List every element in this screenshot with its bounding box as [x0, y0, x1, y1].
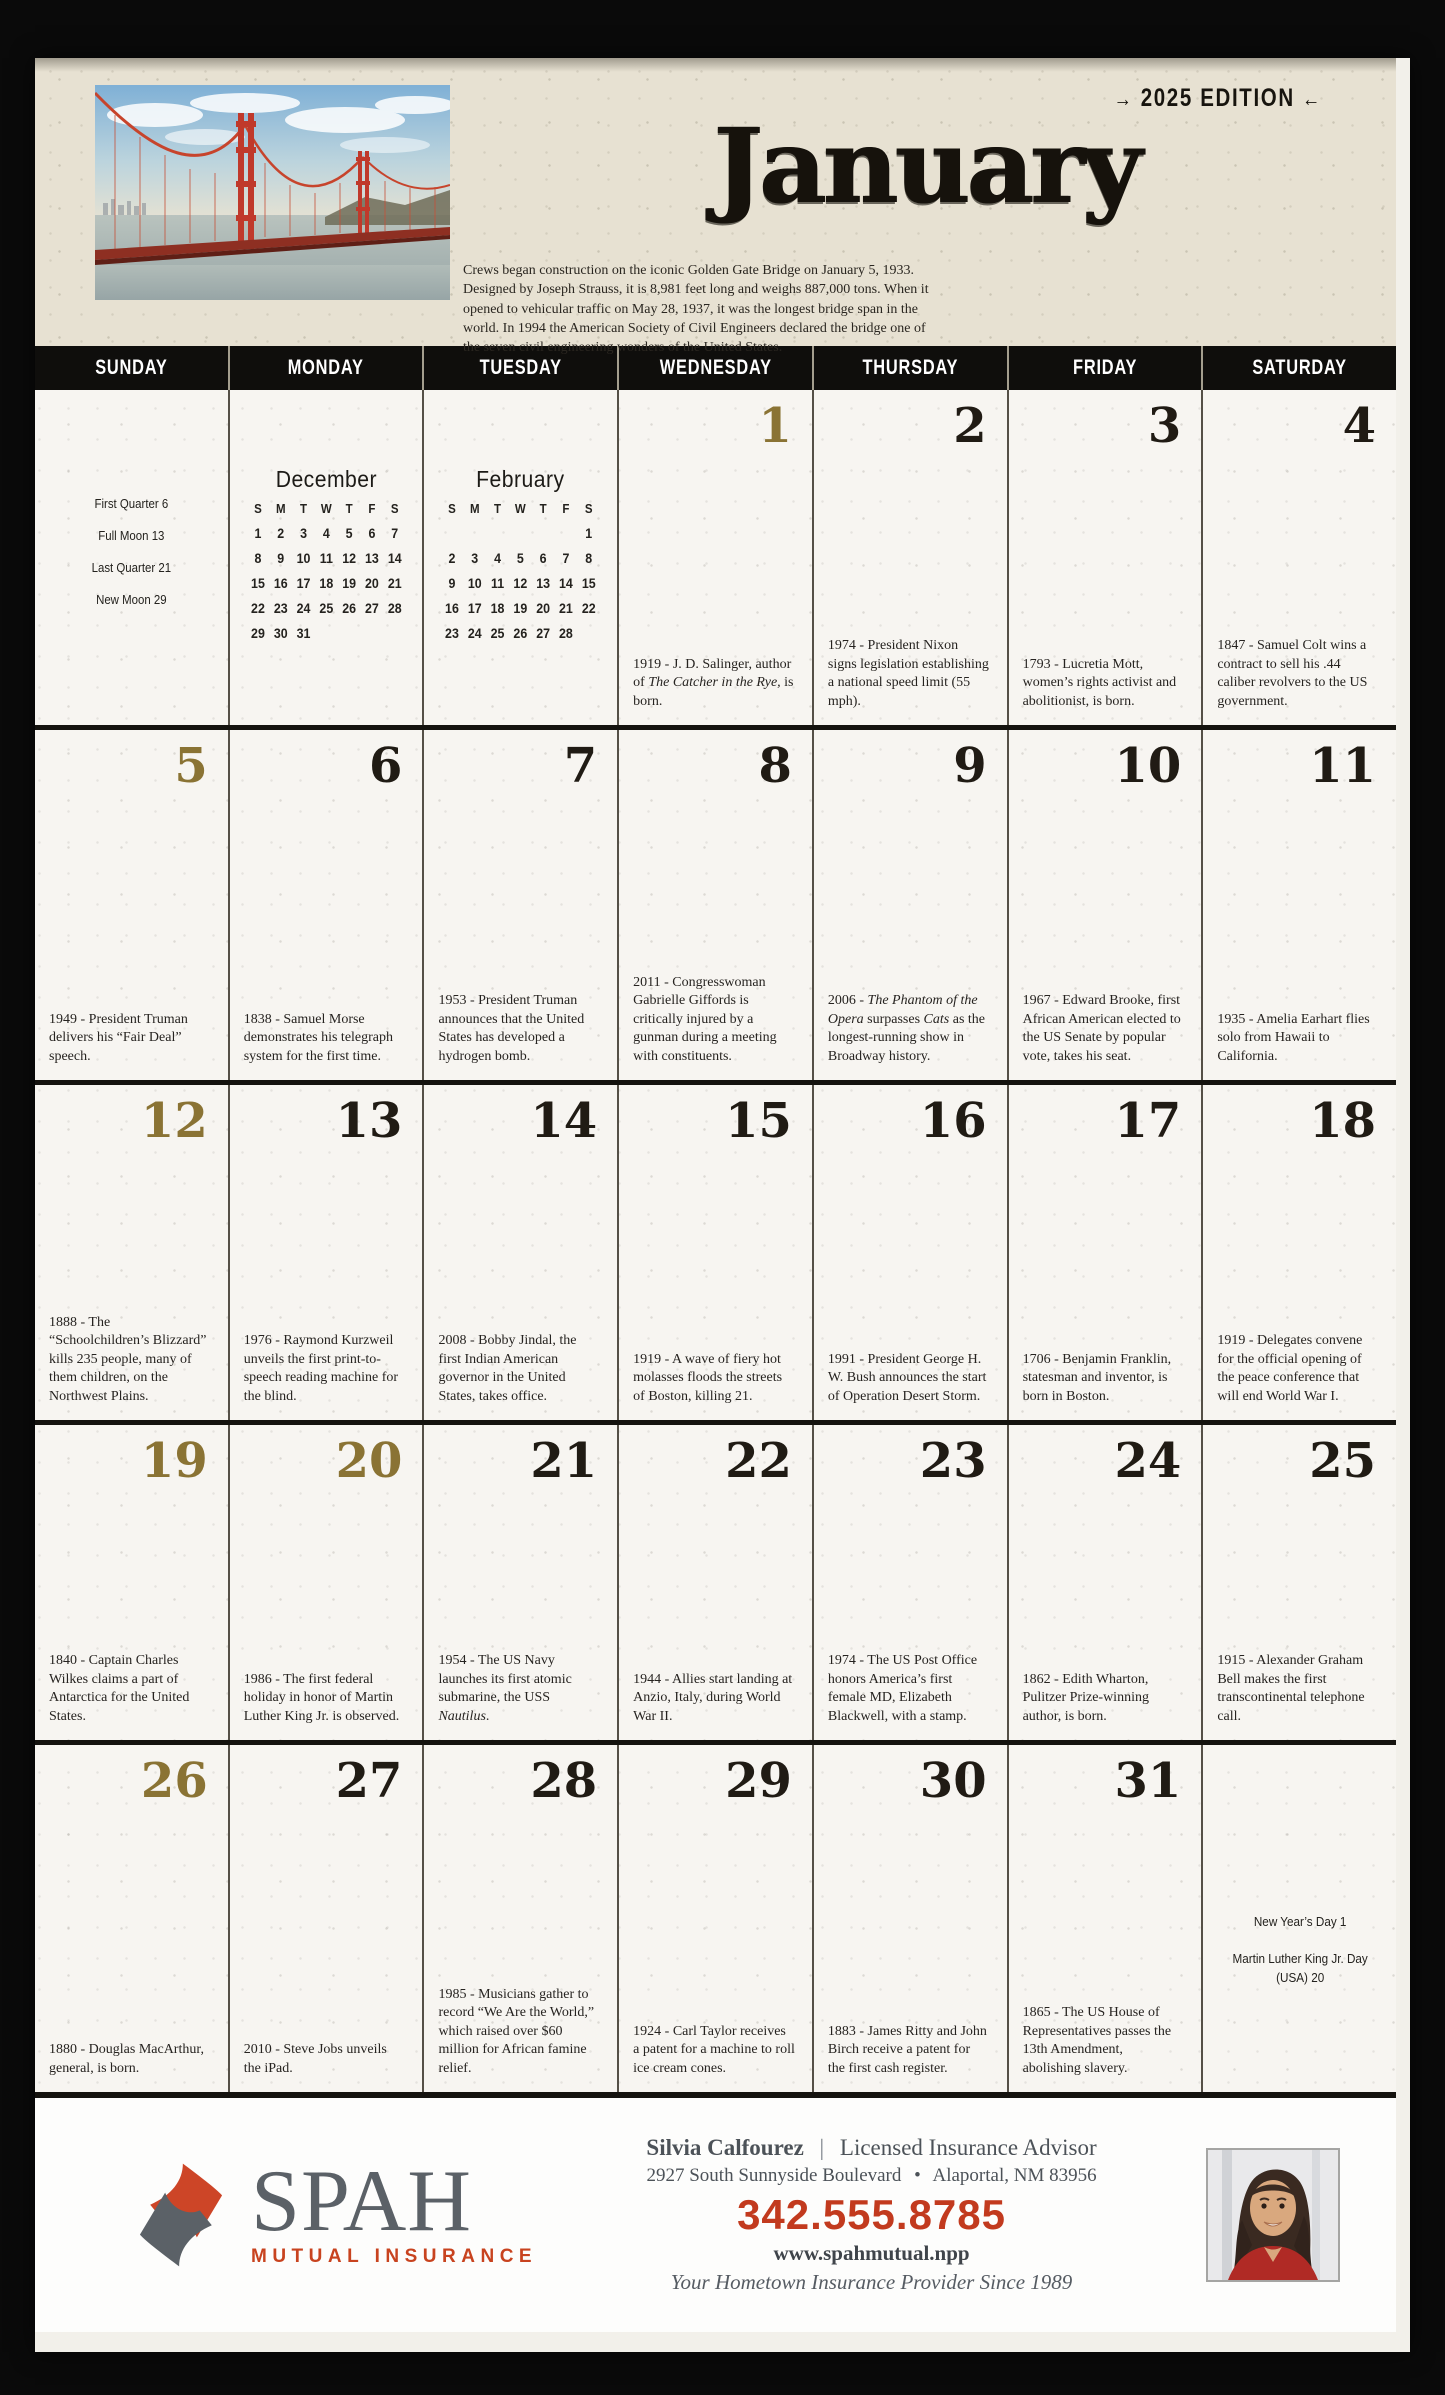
- day-cell-9: [814, 730, 1009, 1080]
- moon-phases-cell: [35, 390, 230, 725]
- mini-day: 4: [322, 526, 330, 541]
- advisor-name: Silvia Calfourez: [646, 2135, 804, 2160]
- mini-day: [532, 526, 555, 541]
- mini-day: 24: [468, 626, 483, 641]
- mini-day: [509, 526, 532, 541]
- mini-day: 17: [296, 576, 311, 591]
- day-cell-19: [35, 1425, 230, 1740]
- mini-month-grid: [441, 502, 601, 641]
- day-7-fact: 1953 - President Truman announces that the United States has developed a hydrogen bomb.: [438, 993, 585, 1064]
- mini-day: 22: [250, 601, 265, 616]
- moon-phase: Full Moon 13: [98, 528, 165, 543]
- day-14-fact: 2008 - Bobby Jindal, the first Indian American governor in the United States, takes office.: [438, 1333, 577, 1404]
- mini-day: 25: [319, 601, 333, 616]
- mini-day: 14: [387, 551, 402, 566]
- mini-day: 22: [582, 601, 597, 616]
- mini-day: [383, 626, 406, 641]
- weekday-label: FRIDAY: [1072, 356, 1138, 379]
- mini-day: 15: [250, 576, 265, 591]
- mini-day: 5: [345, 526, 353, 541]
- mini-day: 1: [254, 526, 262, 541]
- day-13-fact: 1976 - Raymond Kurzweil unveils the first print-to-speech reading machine for the blind.: [243, 1333, 399, 1404]
- day-cell-22: [619, 1425, 814, 1740]
- mini-day: [337, 626, 360, 641]
- calendar-header: [35, 58, 1396, 356]
- day-cell-2: [814, 390, 1009, 725]
- day-17-number: 17: [1114, 1093, 1182, 1149]
- mini-day: [555, 526, 578, 541]
- day-16-fact: 1991 - President George H. W. Bush announces the start of Operation Desert Storm.: [827, 1351, 987, 1404]
- day-3-number: 3: [1147, 398, 1182, 454]
- day-11-number: 11: [1309, 738, 1377, 794]
- day-25-fact: 1915 - Alexander Graham Bell makes the first transcontinental telephone call.: [1217, 1653, 1365, 1724]
- mini-day: [487, 526, 510, 541]
- mini-day: 2: [277, 526, 284, 541]
- day-cell-25: [1203, 1425, 1396, 1740]
- city-state-zip: Alaportal, NM 83956: [932, 2165, 1097, 2186]
- day-cell-31: [1009, 1745, 1204, 2092]
- day-cell-11: [1203, 730, 1396, 1080]
- day-29-fact: 1924 - Carl Taylor receives a patent for a machine to roll ice cream cones.: [633, 2023, 795, 2076]
- mini-day: 11: [319, 551, 333, 566]
- golden-gate-bridge-photo: [95, 85, 450, 300]
- mini-day: 7: [390, 526, 398, 541]
- mini-day: 12: [513, 576, 528, 591]
- day-cell-30: [814, 1745, 1009, 2092]
- day-30-fact: 1883 - James Ritty and John Birch receive a patent for the first cash register.: [827, 2023, 987, 2076]
- mini-day: 3: [471, 551, 479, 566]
- month-title: January: [712, 106, 1139, 227]
- mini-day: 26: [513, 626, 528, 641]
- mini-day: 9: [448, 576, 456, 591]
- holiday-note: Martin Luther King Jr. Day (USA) 20: [1232, 1950, 1368, 1985]
- day-8-fact: 2011 - Congresswoman Gabrielle Giffords is critically injured by a gunman during a meeting with constituents.: [633, 974, 777, 1064]
- weekday-label: WEDNESDAY: [659, 356, 772, 379]
- mini-day: 29: [250, 626, 265, 641]
- mini-day: 8: [585, 551, 593, 566]
- weekday-label: THURSDAY: [862, 356, 959, 379]
- day-23-number: 23: [919, 1433, 987, 1489]
- address-bullet: •: [914, 2165, 921, 2186]
- weekday-label: SUNDAY: [95, 356, 168, 379]
- mini-day: 1: [585, 526, 593, 541]
- mini-day: 5: [517, 551, 525, 566]
- brand-name: SPAH: [251, 2152, 472, 2250]
- mini-weekday-letter: M: [275, 502, 286, 516]
- calendar-grid: [35, 390, 1396, 2092]
- mini-day: 21: [387, 576, 402, 591]
- name-title-separator: |: [819, 2135, 825, 2160]
- day-20-number: 20: [335, 1433, 403, 1489]
- day-31-number: 31: [1114, 1753, 1182, 1809]
- day-16-number: 16: [919, 1093, 987, 1149]
- mini-day: 26: [341, 601, 356, 616]
- header-right-block: [455, 58, 1396, 356]
- mini-day: 2: [448, 551, 456, 566]
- day-12-fact: 1888 - The “Schoolchildren’s Blizzard” kills 235 people, many of them children, on the Northwest Plains.: [49, 1314, 207, 1404]
- mini-calendar-december: [230, 390, 425, 725]
- mini-day: 11: [491, 576, 505, 591]
- mini-day: 17: [468, 601, 483, 616]
- mini-day: 8: [254, 551, 262, 566]
- day-cell-17: [1009, 1085, 1204, 1420]
- day-23-fact: 1974 - The US Post Office honors America’s first female MD, Elizabeth Blackwell, with a stamp.: [827, 1653, 978, 1724]
- day-cell-23: [814, 1425, 1009, 1740]
- edition-banner: [455, 58, 1396, 113]
- day-4-number: 4: [1342, 398, 1377, 454]
- day-21-number: 21: [530, 1433, 598, 1489]
- mini-weekday-letter: W: [320, 502, 332, 516]
- day-14-number: 14: [530, 1093, 598, 1149]
- day-cell-7: [424, 730, 619, 1080]
- website-url: www.spahmutual.npp: [773, 2241, 970, 2265]
- day-22-fact: 1944 - Allies start landing at Anzio, Italy, during World War II.: [633, 1671, 793, 1724]
- weekday-header-sunday: [35, 346, 230, 390]
- day-6-number: 6: [369, 738, 403, 794]
- day-cell-12: [35, 1085, 230, 1420]
- day-cell-20: [230, 1425, 425, 1740]
- mini-day: 15: [582, 576, 597, 591]
- spah-logo: [125, 2152, 538, 2271]
- mini-day: 4: [494, 551, 502, 566]
- calendar-week-row: [35, 390, 1396, 725]
- mini-day: 16: [273, 576, 288, 591]
- advisor-name-line: [547, 2135, 1196, 2161]
- mini-day: 16: [445, 601, 460, 616]
- day-1-fact: 1919 - J. D. Salinger, author of The Catcher in the Rye, is born.: [633, 656, 794, 709]
- mini-day: 24: [296, 601, 311, 616]
- mini-day: 30: [273, 626, 288, 641]
- day-5-fact: 1949 - President Truman delivers his “Fair Deal” speech.: [49, 1011, 188, 1064]
- day-27-number: 27: [335, 1753, 403, 1809]
- mini-weekday-letter: F: [562, 502, 570, 516]
- mini-day: 19: [513, 601, 528, 616]
- day-cell-13: [230, 1085, 425, 1420]
- day-21-fact: 1954 - The US Navy launches its first atomic submarine, the USS Nautilus.: [438, 1653, 572, 1724]
- mini-day: 27: [364, 601, 379, 616]
- day-11-fact: 1935 - Amelia Earhart flies solo from Hawaii to California.: [1217, 1011, 1370, 1064]
- mini-day: [360, 626, 383, 641]
- mini-day: 10: [296, 551, 311, 566]
- mini-day: 28: [387, 601, 402, 616]
- mini-month-title: December: [275, 466, 377, 492]
- day-cell-5: [35, 730, 230, 1080]
- day-28-number: 28: [530, 1753, 598, 1809]
- weekday-header-monday: [230, 346, 425, 390]
- weekday-label: SATURDAY: [1252, 356, 1347, 379]
- mini-weekday-letter: T: [299, 502, 307, 516]
- day-cell-26: [35, 1745, 230, 2092]
- day-26-number: 26: [140, 1753, 208, 1809]
- mini-day: 20: [536, 601, 551, 616]
- moon-phase: First Quarter 6: [94, 496, 169, 511]
- calendar-week-row: [35, 725, 1396, 1080]
- mini-day: 13: [536, 576, 551, 591]
- day-12-number: 12: [140, 1093, 208, 1149]
- day-cell-16: [814, 1085, 1009, 1420]
- mini-calendar-february: [424, 390, 619, 725]
- day-6-fact: 1838 - Samuel Morse demonstrates his telegraph system for the first time.: [243, 1011, 394, 1064]
- day-2-number: 2: [953, 398, 987, 454]
- day-cell-27: [230, 1745, 425, 2092]
- mini-day: 18: [319, 576, 333, 591]
- mini-weekday-letter: S: [253, 502, 262, 516]
- day-1-number: 1: [758, 398, 792, 454]
- mini-weekday-letter: S: [390, 502, 399, 516]
- mini-month: [237, 390, 414, 641]
- mini-day: 7: [562, 551, 570, 566]
- day-25-number: 25: [1309, 1433, 1377, 1489]
- day-cell-14: [424, 1085, 619, 1420]
- mini-day: 19: [341, 576, 356, 591]
- holiday-notes: [1203, 1745, 1396, 1988]
- mini-day: 23: [445, 626, 460, 641]
- day-22-number: 22: [725, 1433, 792, 1489]
- mini-weekday-letter: T: [345, 502, 353, 516]
- calendar-page: [35, 58, 1410, 2352]
- spah-logo-text: [251, 2152, 538, 2269]
- day-2-fact: 1974 - President Nixon signs legislation establishing a national speed limit (55 mph).: [827, 638, 989, 709]
- street-address: 2927 South Sunnyside Boulevard: [646, 2165, 902, 2186]
- day-cell-10: [1009, 730, 1204, 1080]
- advisor-address-line: [547, 2165, 1196, 2187]
- day-24-fact: 1862 - Edith Wharton, Pulitzer Prize-winning author, is born.: [1022, 1671, 1149, 1724]
- day-cell-18: [1203, 1085, 1396, 1420]
- advisor-title: Licensed Insurance Advisor: [839, 2135, 1097, 2160]
- day-19-number: 19: [140, 1433, 208, 1489]
- day-4-fact: 1847 - Samuel Colt wins a contract to sell his .44 caliber revolvers to the US government.: [1217, 638, 1368, 709]
- day-cell-15: [619, 1085, 814, 1420]
- day-10-fact: 1967 - Edward Brooke, first African American elected to the US Senate by popular vote, takes his seat.: [1022, 993, 1181, 1064]
- edition-arrow-right-icon: →: [1113, 86, 1134, 111]
- mini-day: 14: [559, 576, 574, 591]
- mini-day: 21: [559, 601, 574, 616]
- weekday-label: TUESDAY: [479, 356, 562, 379]
- mini-weekday-letter: F: [368, 502, 376, 516]
- day-cell-8: [619, 730, 814, 1080]
- day-24-number: 24: [1114, 1433, 1182, 1489]
- day-18-fact: 1919 - Delegates convene for the official opening of the peace conference that will end World War I.: [1217, 1333, 1363, 1404]
- day-10-number: 10: [1114, 738, 1182, 794]
- advisor-portrait-image: [1208, 2150, 1338, 2280]
- day-17-fact: 1706 - Benjamin Franklin, statesman and inventor, is born in Boston.: [1022, 1351, 1172, 1404]
- day-cell-6: [230, 730, 425, 1080]
- mini-day: 18: [491, 601, 505, 616]
- day-5-number: 5: [174, 738, 208, 794]
- mini-day: [464, 526, 487, 541]
- day-15-fact: 1919 - A wave of fiery hot molasses floods the streets of Boston, killing 21.: [633, 1351, 783, 1404]
- mini-day: 31: [296, 626, 311, 641]
- mini-day: 12: [341, 551, 356, 566]
- day-cell-4: [1203, 390, 1396, 725]
- holiday-note: New Year’s Day 1: [1253, 1914, 1346, 1929]
- mini-day: 10: [468, 576, 483, 591]
- mini-day: 27: [536, 626, 551, 641]
- mini-weekday-letter: M: [470, 502, 480, 516]
- edition-label: 2025 EDITION: [1140, 84, 1295, 112]
- mini-weekday-letter: T: [540, 502, 548, 516]
- mini-day: [578, 626, 601, 641]
- mini-day: 6: [540, 551, 548, 566]
- mini-day: 3: [299, 526, 307, 541]
- day-30-number: 30: [919, 1753, 987, 1809]
- mini-weekday-letter: S: [585, 502, 594, 516]
- day-cell-24: [1009, 1425, 1204, 1740]
- day-29-number: 29: [725, 1753, 792, 1809]
- day-cell-21: [424, 1425, 619, 1740]
- moon-phase: Last Quarter 21: [91, 560, 172, 575]
- spah-logo-mark-icon: [125, 2159, 237, 2271]
- day-26-fact: 1880 - Douglas MacArthur, general, is born.: [49, 2042, 204, 2076]
- mini-day: [315, 626, 338, 641]
- sponsor-footer: [35, 2092, 1396, 2332]
- day-cell-3: [1009, 390, 1204, 725]
- weekday-header-friday: [1009, 346, 1204, 390]
- advisor-contact-block: [547, 2135, 1196, 2295]
- day-19-fact: 1840 - Captain Charles Wilkes claims a part of Antarctica for the United States.: [49, 1653, 190, 1724]
- tagline: Your Hometown Insurance Provider Since 1989: [670, 2270, 1073, 2294]
- calendar-week-row: [35, 1080, 1396, 1420]
- day-28-fact: 1985 - Musicians gather to record “We Are the World,” which raised over $60 million for African famine relief.: [438, 1986, 595, 2076]
- mini-weekday-letter: T: [494, 502, 502, 516]
- mini-day: 6: [368, 526, 376, 541]
- day-7-number: 7: [563, 738, 598, 794]
- day-9-fact: 2006 - The Phantom of the Opera surpasses Cats as the longest-running show in Broadway history.: [827, 993, 985, 1064]
- day-8-number: 8: [758, 738, 792, 794]
- calendar-week-row: [35, 1740, 1396, 2092]
- holiday-notes-cell: [1203, 1745, 1396, 2092]
- mini-day: 13: [364, 551, 379, 566]
- mini-day: 25: [491, 626, 505, 641]
- mini-weekday-letter: S: [448, 502, 457, 516]
- day-20-fact: 1986 - The first federal holiday in honor of Martin Luther King Jr. is observed.: [243, 1671, 400, 1724]
- mini-month: [432, 390, 609, 641]
- mini-month-title: February: [476, 466, 565, 492]
- day-27-fact: 2010 - Steve Jobs unveils the iPad.: [243, 2042, 387, 2076]
- moon-phase-list: [35, 390, 228, 607]
- advisor-portrait-photo: [1206, 2148, 1340, 2282]
- mini-month-grid: [246, 502, 406, 641]
- calendar-week-row: [35, 1420, 1396, 1740]
- moon-phase: New Moon 29: [96, 592, 167, 607]
- day-9-number: 9: [953, 738, 987, 794]
- day-cell-28: [424, 1745, 619, 2092]
- day-18-number: 18: [1309, 1093, 1377, 1149]
- day-3-fact: 1793 - Lucretia Mott, women’s rights activist and abolitionist, is born.: [1022, 656, 1177, 709]
- mini-day: 20: [364, 576, 379, 591]
- month-fact-paragraph: Crews began construction on the iconic Golden Gate Bridge on January 5, 1933. Designed by Joseph Strauss, it is 8,981 feet long and weighs 887,000 tons. When it opened to vehicular traffic on May 28, 1937, it was the longest bridge span in the world. In 1994 the American Society of Civil Engineers declared the bridge one of the seven civil engineering wonders of the United States.: [463, 263, 929, 356]
- day-cell-29: [619, 1745, 814, 2092]
- edition-arrow-left-icon: ←: [1302, 86, 1322, 111]
- weekday-header-saturday: [1203, 346, 1396, 390]
- mini-day: [441, 526, 464, 541]
- mini-day: 23: [273, 601, 288, 616]
- day-13-number: 13: [335, 1093, 403, 1149]
- mini-weekday-letter: W: [515, 502, 527, 516]
- day-15-number: 15: [725, 1093, 792, 1149]
- phone-number: 342.555.8785: [737, 2191, 1006, 2238]
- day-31-fact: 1865 - The US House of Representatives passes the 13th Amendment, abolishing slavery.: [1022, 2005, 1172, 2076]
- brand-subtitle: MUTUAL INSURANCE: [251, 2246, 538, 2268]
- weekday-label: MONDAY: [288, 356, 365, 379]
- day-cell-1: [619, 390, 814, 725]
- mini-day: 28: [559, 626, 574, 641]
- mini-day: 9: [277, 551, 284, 566]
